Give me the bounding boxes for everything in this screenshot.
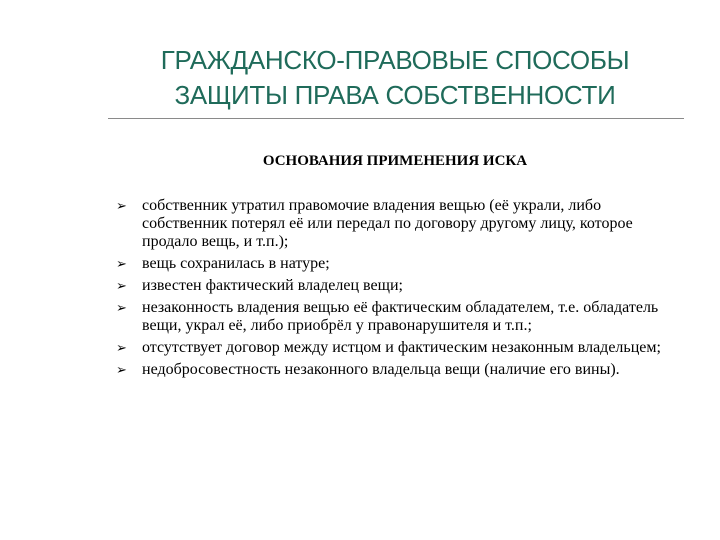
bullet-item xyxy=(116,361,676,379)
bullet-text: недобросовестность незаконного владельца вещи (наличие его вины). xyxy=(142,361,620,378)
slide-title-line-1: ГРАЖДАНСКО-ПРАВОВЫЕ СПОСОБЫ xyxy=(160,45,630,75)
bullet-text: собственник утратил правомочие владения вещью (её украли, либо собственник потерял её или передал по договору другому лицу, которое продало вещь, и т.п.); xyxy=(142,197,633,250)
section-heading: ОСНОВАНИЯ ПРИМЕНЕНИЯ ИСКА xyxy=(262,153,528,169)
arrow-bullet-icon: ➢ xyxy=(116,340,127,355)
bullet-text: известен фактический владелец вещи; xyxy=(142,277,403,294)
arrow-bullet-icon: ➢ xyxy=(116,300,127,315)
bullet-text: незаконность владения вещью её фактическим обладателем, т.е. обладатель вещи, украл её, либо приобрёл у правонарушителя и т.п.; xyxy=(142,299,659,334)
bullet-item xyxy=(116,339,676,357)
bullet-item xyxy=(116,277,676,295)
bullet-text: отсутствует договор между истцом и фактическим незаконным владельцем; xyxy=(142,339,661,356)
arrow-bullet-icon: ➢ xyxy=(116,278,127,293)
slide-title-line-2: ЗАЩИТЫ ПРАВА СОБСТВЕННОСТИ xyxy=(174,80,616,110)
arrow-bullet-icon: ➢ xyxy=(116,362,127,377)
arrow-bullet-icon: ➢ xyxy=(116,256,127,271)
bullet-text: вещь сохранилась в натуре; xyxy=(142,255,330,272)
slide-title xyxy=(100,43,690,113)
bullet-item xyxy=(116,299,676,335)
arrow-bullet-icon: ➢ xyxy=(116,198,127,213)
bullet-item xyxy=(116,255,676,273)
bullet-item xyxy=(116,197,676,251)
bullet-list xyxy=(116,197,676,383)
title-divider xyxy=(108,118,684,119)
